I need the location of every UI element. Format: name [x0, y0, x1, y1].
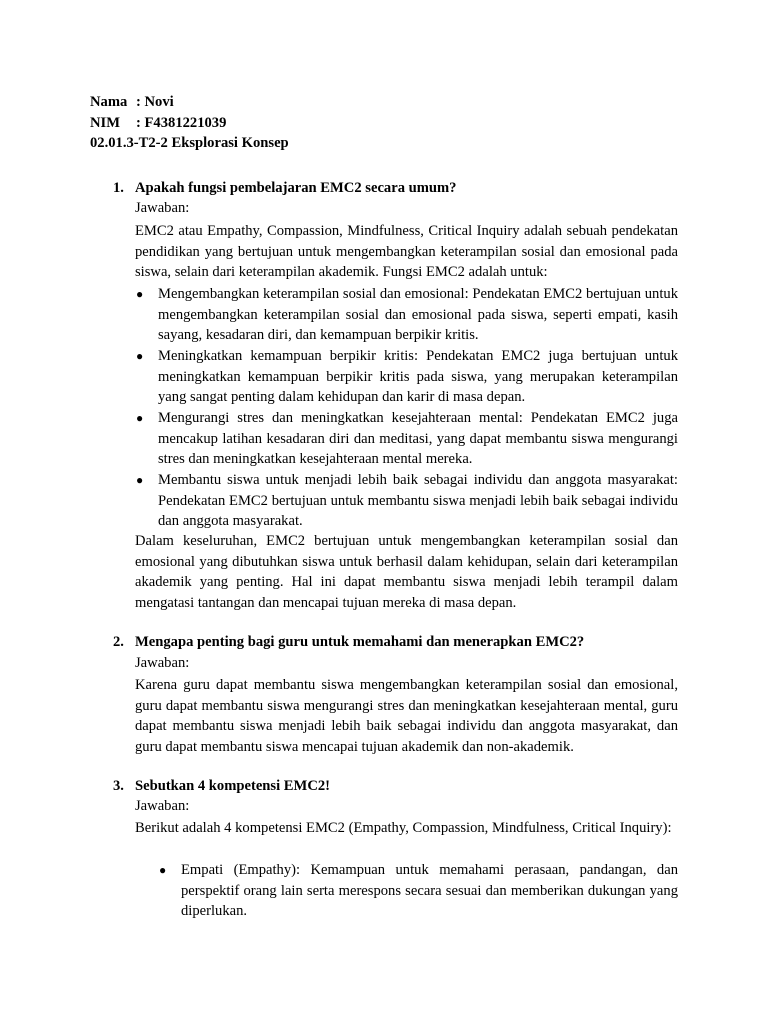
answer-label: Jawaban:: [135, 200, 190, 216]
question-title: Apakah fungsi pembelajaran EMC2 secara umum?: [135, 180, 457, 196]
answer-label: Jawaban:: [135, 798, 190, 814]
nim-row: [90, 113, 690, 134]
answer-intro: Berikut adalah 4 kompetensi EMC2 (Empathy, Compassion, Mindfulness, Critical Inquiry):: [135, 820, 672, 836]
list-item-text: Membantu siswa untuk menjadi lebih baik sebagai individu dan anggota masyarakat: Pendekatan EMC2 bertujuan untuk membantu siswa menjadi lebih baik sebagai individu dan anggota masyarakat.: [158, 472, 678, 529]
answer-label: Jawaban:: [135, 655, 190, 671]
list-item-text: Empati (Empathy): Kemampuan untuk memahami perasaan, pandangan, dan perspektif orang lain serta merespons secara sesuai dan memberikan dukungan yang diperlukan.: [181, 862, 678, 919]
name-value: : Novi: [136, 94, 174, 110]
list-item-text: Mengembangkan keterampilan sosial dan emosional: Pendekatan EMC2 bertujuan untuk mengembangkan keterampilan sosial dan emosional pada siswa, seperti empati, kasih sayang, kesadaran diri, dan kemampuan berpikir kritis.: [158, 286, 678, 343]
list-item: [135, 408, 678, 470]
bullet-icon: ●: [136, 349, 144, 363]
answer-conclusion: Dalam keseluruhan, EMC2 bertujuan untuk mengembangkan keterampilan sosial dan emosional yang dibutuhkan siswa untuk berhasil dalam kehidupan, selain dari keterampilan akademik yang penting. Hal ini dapat membantu siswa menjadi lebih terampil dalam mengatasi tantangan dan mencapai tujuan mereka di masa depan.: [135, 533, 678, 611]
list-item: [135, 284, 678, 346]
answer-text: Karena guru dapat membantu siswa mengembangkan keterampilan sosial dan emosional, guru dapat membantu siswa mengurangi stres dan meningkatkan kesejahteraan mental, guru dapat membantu siswa menjadi lebih baik sebagai individu dan anggota masyarakat, dan guru dapat membantu siswa mencapai tujuan akademik dan non-akademik.: [135, 677, 678, 755]
nim-value: : F4381221039: [136, 114, 227, 131]
course-title: 02.01.3-T2-2 Eksplorasi Konsep: [90, 135, 289, 151]
name-label: Nama: [90, 94, 128, 110]
question-number: 1.: [113, 180, 124, 196]
bullet-icon: ●: [136, 411, 144, 425]
question-number: 2.: [113, 634, 124, 650]
question-title: Sebutkan 4 kompetensi EMC2!: [135, 778, 331, 794]
list-item: [135, 346, 678, 408]
bullet-icon: ●: [159, 863, 167, 877]
name-row: [90, 92, 690, 113]
bullet-icon: ●: [136, 473, 144, 487]
list-item-text: Mengurangi stres dan meningkatkan kesejahteraan mental: Pendekatan EMC2 juga mencakup latihan kesadaran diri dan meditasi, yang dapat membantu siswa mengurangi stres dan meningkatkan kesejahteraan mental mereka.: [158, 410, 678, 467]
answer-intro: EMC2 atau Empathy, Compassion, Mindfulness, Critical Inquiry adalah sebuah pendekatan pendidikan yang bertujuan untuk mengembangkan keterampilan sosial dan emosional pada siswa, selain dari keterampilan akademik. Fungsi EMC2 adalah untuk:: [135, 223, 678, 280]
nim-label: NIM: [90, 114, 120, 131]
list-item-text: Meningkatkan kemampuan berpikir kritis: Pendekatan EMC2 juga bertujuan untuk meningkatkan kemampuan berpikir kritis pada siswa, yang merupakan keterampilan yang sangat penting dalam kehidupan dan karir di masa depan.: [158, 348, 678, 405]
question-number: 3.: [113, 778, 124, 794]
list-item: [158, 860, 678, 922]
question-title: Mengapa penting bagi guru untuk memahami dan menerapkan EMC2?: [135, 634, 585, 650]
document-header: [90, 92, 690, 154]
bullet-icon: ●: [136, 287, 144, 301]
list-item: [135, 470, 678, 532]
